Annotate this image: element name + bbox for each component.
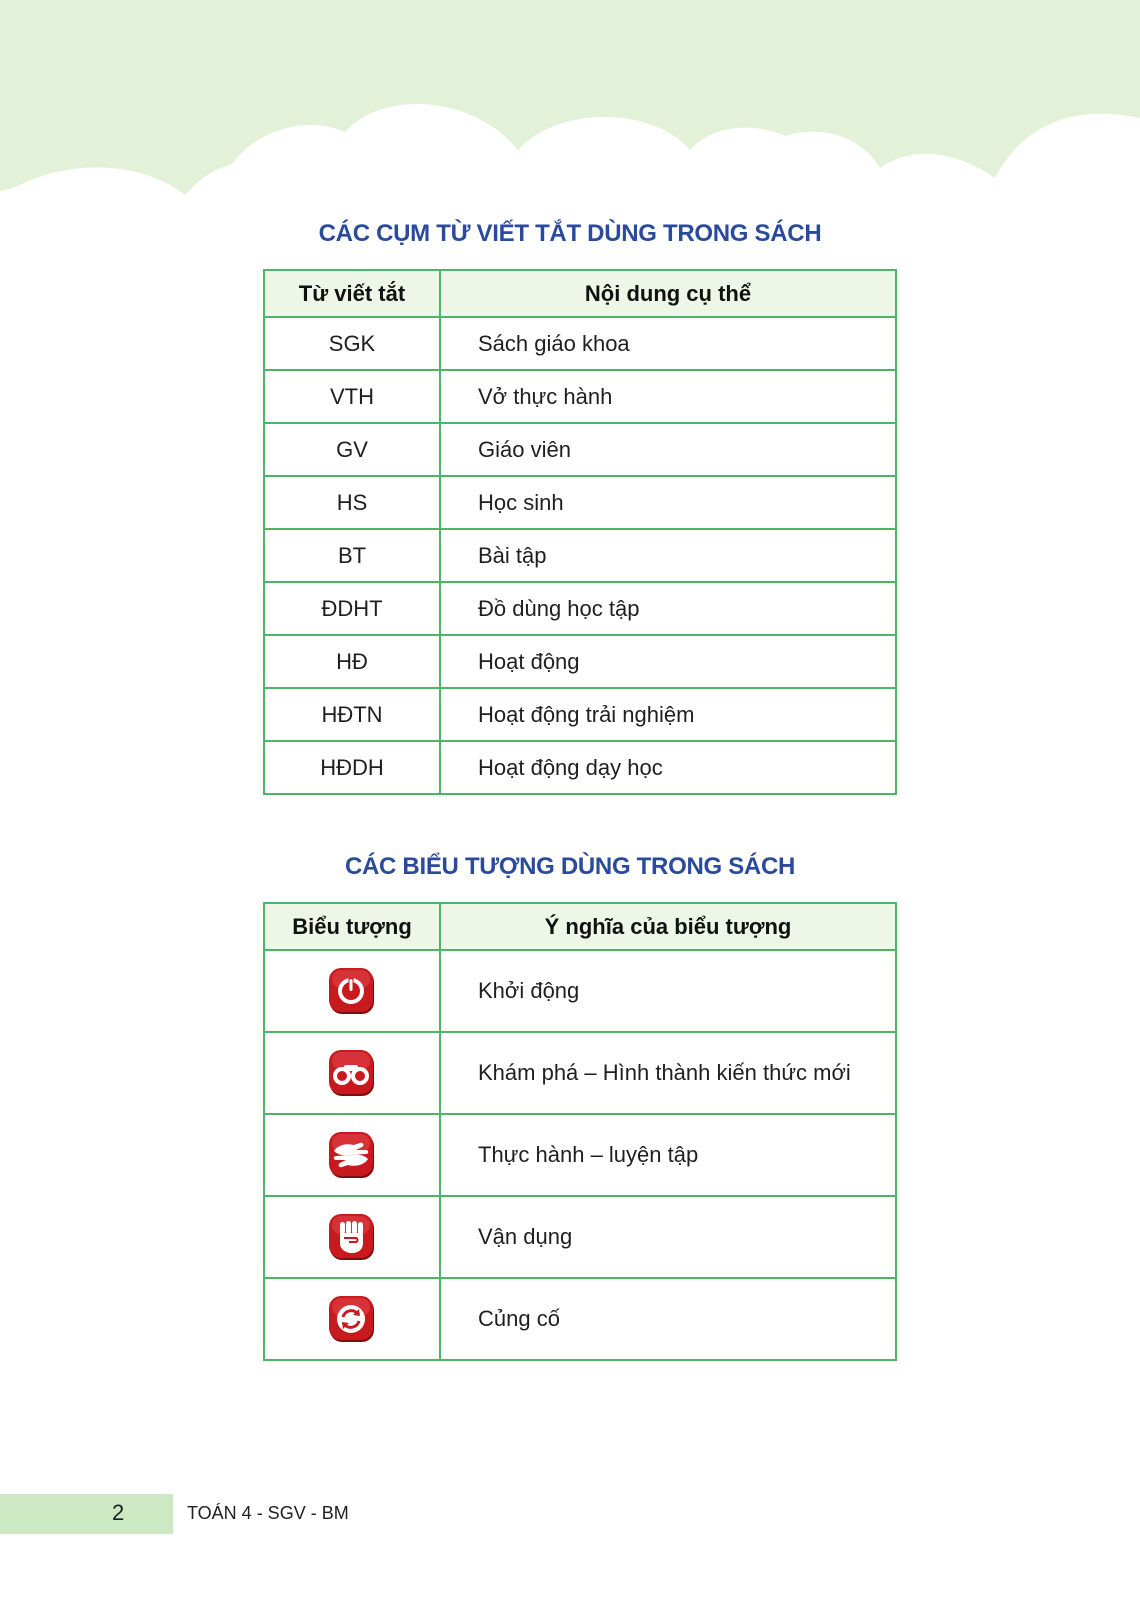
header-symbol-meaning: Ý nghĩa của biểu tượng bbox=[440, 903, 896, 950]
meaning-cell: Khởi động bbox=[440, 950, 896, 1032]
table-row bbox=[264, 423, 896, 476]
table-row bbox=[264, 635, 896, 688]
abbr-cell: VTH bbox=[264, 370, 440, 423]
abbr-cell: HS bbox=[264, 476, 440, 529]
table-row bbox=[264, 688, 896, 741]
header-meaning: Nội dung cụ thể bbox=[440, 270, 896, 317]
abbr-cell: SGK bbox=[264, 317, 440, 370]
meaning-cell: Củng cố bbox=[440, 1278, 896, 1360]
table-row bbox=[264, 1032, 896, 1114]
meaning-cell: Giáo viên bbox=[440, 423, 896, 476]
meaning-cell: Vận dụng bbox=[440, 1196, 896, 1278]
book-title: TOÁN 4 - SGV - BM bbox=[187, 1503, 349, 1523]
meaning-cell: Thực hành – luyện tập bbox=[440, 1114, 896, 1196]
abbr-cell: GV bbox=[264, 423, 440, 476]
meaning-cell: Hoạt động bbox=[440, 635, 896, 688]
power-icon bbox=[328, 967, 376, 1015]
meaning-cell: Hoạt động trải nghiệm bbox=[440, 688, 896, 741]
cloud-background bbox=[0, 0, 1140, 240]
meaning-cell: Hoạt động dạy học bbox=[440, 741, 896, 794]
meaning-cell: Đồ dùng học tập bbox=[440, 582, 896, 635]
abbreviations-table bbox=[263, 269, 897, 795]
fist-icon bbox=[328, 1213, 376, 1261]
table-header-row bbox=[264, 903, 896, 950]
table-row bbox=[264, 950, 896, 1032]
symbols-title: CÁC BIỂU TƯỢNG DÙNG TRONG SÁCH bbox=[344, 853, 796, 880]
binoculars-icon bbox=[328, 1049, 376, 1097]
abbr-cell: BT bbox=[264, 529, 440, 582]
meaning-cell: Sách giáo khoa bbox=[440, 317, 896, 370]
refresh-icon bbox=[328, 1295, 376, 1343]
table-row bbox=[264, 741, 896, 794]
table-row bbox=[264, 1196, 896, 1278]
abbr-cell: HĐ bbox=[264, 635, 440, 688]
meaning-cell: Vở thực hành bbox=[440, 370, 896, 423]
footer-band bbox=[0, 1494, 173, 1534]
meaning-cell: Học sinh bbox=[440, 476, 896, 529]
table-row bbox=[264, 529, 896, 582]
abbr-cell: HĐDH bbox=[264, 741, 440, 794]
table-row bbox=[264, 476, 896, 529]
header-symbol: Biểu tượng bbox=[264, 903, 440, 950]
table-row bbox=[264, 317, 896, 370]
table-row bbox=[264, 1114, 896, 1196]
abbreviations-title: CÁC CỤM TỪ VIẾT TẮT DÙNG TRONG SÁCH bbox=[318, 220, 822, 247]
page-number: 2 bbox=[112, 1500, 125, 1525]
table-row bbox=[264, 370, 896, 423]
abbr-cell: HĐTN bbox=[264, 688, 440, 741]
table-header-row bbox=[264, 270, 896, 317]
hands-icon bbox=[328, 1131, 376, 1179]
table-row bbox=[264, 1278, 896, 1360]
meaning-cell: Khám phá – Hình thành kiến thức mới bbox=[440, 1032, 896, 1114]
header-abbr: Từ viết tắt bbox=[264, 270, 440, 317]
meaning-cell: Bài tập bbox=[440, 529, 896, 582]
symbols-table bbox=[263, 902, 897, 1361]
table-row bbox=[264, 582, 896, 635]
abbr-cell: ĐDHT bbox=[264, 582, 440, 635]
